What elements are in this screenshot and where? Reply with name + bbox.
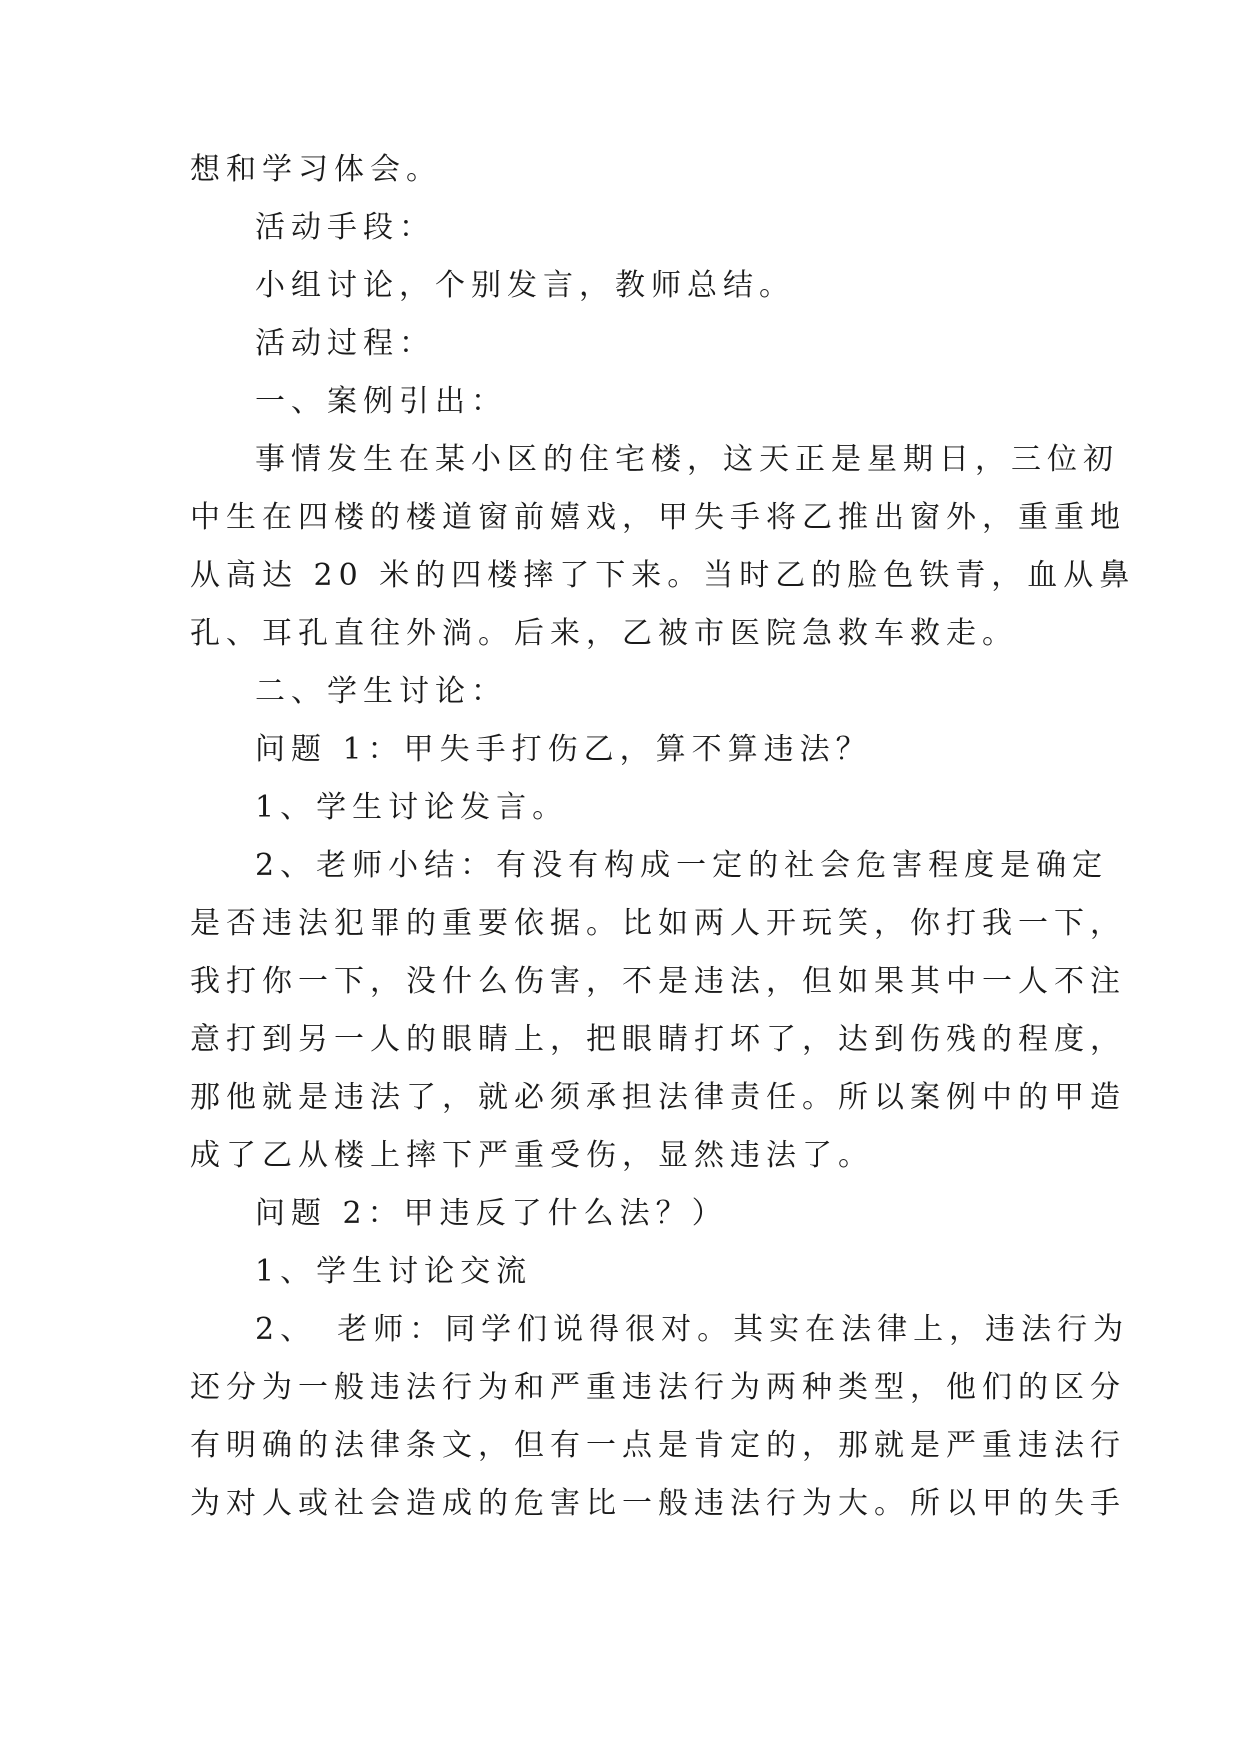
paragraph-line: 有明确的法律条文，但有一点是肯定的，那就是严重违法行 (190, 1428, 1126, 1463)
paragraph-line: 成了乙从楼上摔下严重受伤，显然违法了。 (190, 1138, 874, 1173)
paragraph-line: 孔、耳孔直往外淌。后来，乙被市医院急救车救走。 (190, 616, 1018, 651)
list-item: 2、老师小结：有没有构成一定的社会危害程度是确定 (255, 848, 1109, 883)
paragraph-line: 还分为一般违法行为和严重违法行为两种类型，他们的区分 (190, 1370, 1126, 1405)
heading-activity-method: 活动手段： (255, 210, 435, 245)
paragraph-line: 从高达 20 米的四楼摔了下来。当时乙的脸色铁青，血从鼻 (190, 558, 1136, 593)
paragraph-line: 是否违法犯罪的重要依据。比如两人开玩笑，你打我一下， (190, 906, 1126, 941)
list-item: 2、 老师：同学们说得很对。其实在法律上，违法行为 (255, 1312, 1130, 1347)
section-heading-case: 一、案例引出： (255, 384, 507, 419)
paragraph-line: 那他就是违法了，就必须承担法律责任。所以案例中的甲造 (190, 1080, 1126, 1115)
paragraph-line: 意打到另一人的眼睛上，把眼睛打坏了，达到伤残的程度， (190, 1022, 1126, 1057)
paragraph-line: 小组讨论，个别发言，教师总结。 (255, 268, 795, 303)
paragraph-line: 我打你一下，没什么伤害，不是违法，但如果其中一人不注 (190, 964, 1126, 999)
paragraph-line: 事情发生在某小区的住宅楼，这天正是星期日，三位初 (255, 442, 1119, 477)
question-1: 问题 1：甲失手打伤乙，算不算违法？ (255, 732, 872, 767)
list-item: 1、学生讨论发言。 (255, 790, 569, 825)
heading-activity-process: 活动过程： (255, 326, 435, 361)
paragraph-line: 中生在四楼的楼道窗前嬉戏，甲失手将乙推出窗外，重重地 (190, 500, 1126, 535)
paragraph-line: 想和学习体会。 (190, 152, 442, 187)
question-2: 问题 2：甲违反了什么法？） (255, 1196, 728, 1231)
list-item: 1、学生讨论交流 (255, 1254, 533, 1289)
paragraph-line: 为对人或社会造成的危害比一般违法行为大。所以甲的失手 (190, 1486, 1126, 1521)
section-heading-discussion: 二、学生讨论： (255, 674, 507, 709)
